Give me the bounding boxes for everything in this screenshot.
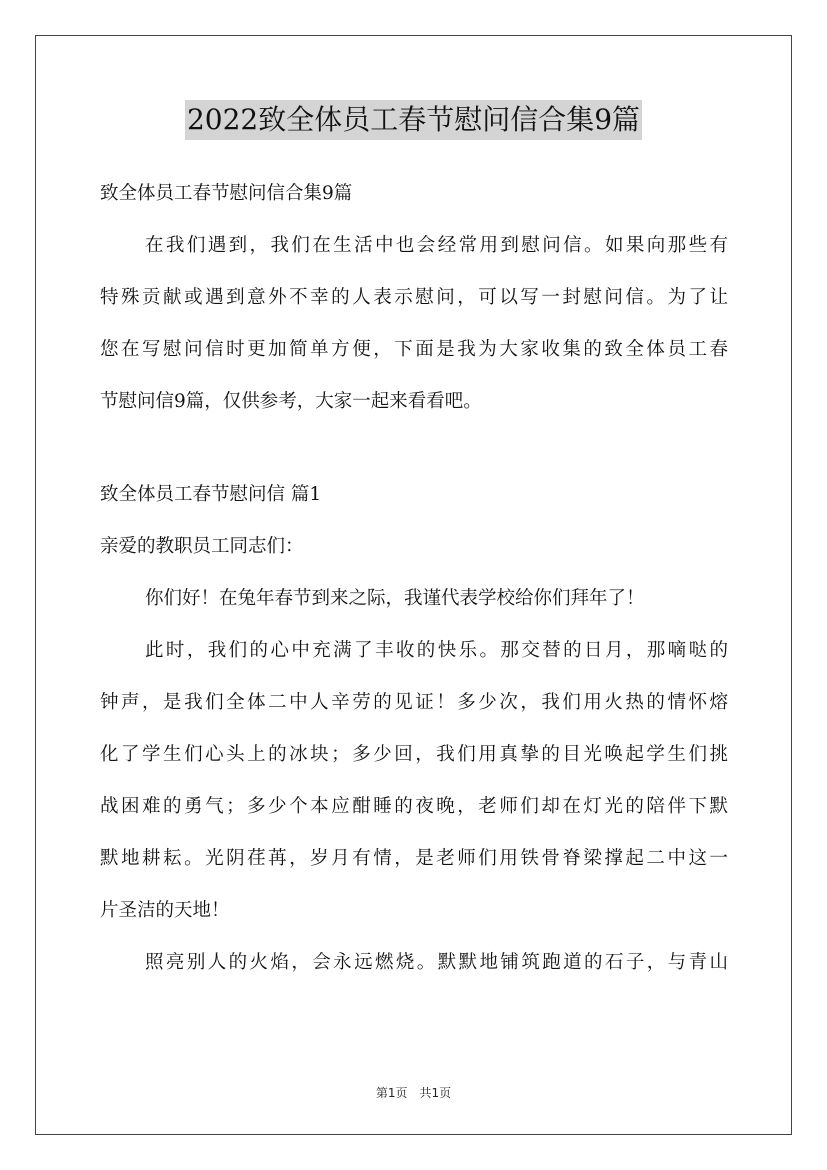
body-line: 默地耕耘。光阴荏苒，岁月有情，是老师们用铁骨脊梁撑起二中这一	[100, 848, 728, 869]
body-line: 照亮别人的火焰，会永远燃烧。默默地铺筑跑道的石子，与青山	[145, 952, 728, 973]
greeting: 你们好！在兔年春节到来之际，我谨代表学校给你们拜年了！	[145, 588, 645, 609]
document-title: 2022致全体员工春节慰问信合集9篇	[185, 100, 642, 140]
body-line: 化了学生们心头上的冰块；多少回，我们用真挚的目光唤起学生们挑	[100, 744, 728, 765]
salutation: 亲爱的教职员工同志们：	[100, 536, 304, 557]
intro-line: 在我们遇到，我们在生活中也会经常用到慰问信。如果向那些有	[145, 235, 728, 256]
body-line: 钟声，是我们全体二中人辛劳的见证！多少次，我们用火热的情怀熔	[100, 692, 728, 713]
body-line: 片圣洁的天地！	[100, 900, 230, 921]
body-line: 战困难的勇气；多少个本应酣睡的夜晚，老师们却在灯光的陪伴下默	[100, 796, 728, 817]
section-heading: 致全体员工春节慰问信 篇1	[100, 484, 322, 505]
intro-line: 您在写慰问信时更加简单方便，下面是我为大家收集的致全体员工春	[100, 339, 728, 360]
title-container	[0, 100, 827, 140]
body-line: 此时，我们的心中充满了丰收的快乐。那交替的日月，那嘀哒的	[145, 640, 728, 661]
intro-line: 节慰问信9篇，仅供参考，大家一起来看看吧。	[100, 391, 482, 412]
document-subtitle: 致全体员工春节慰问信合集9篇	[100, 183, 353, 204]
document-body	[100, 174, 728, 983]
intro-line: 特殊贡献或遇到意外不幸的人表示慰问，可以写一封慰问信。为了让	[100, 287, 728, 308]
page-footer: 第1页 共1页	[375, 1086, 452, 1100]
